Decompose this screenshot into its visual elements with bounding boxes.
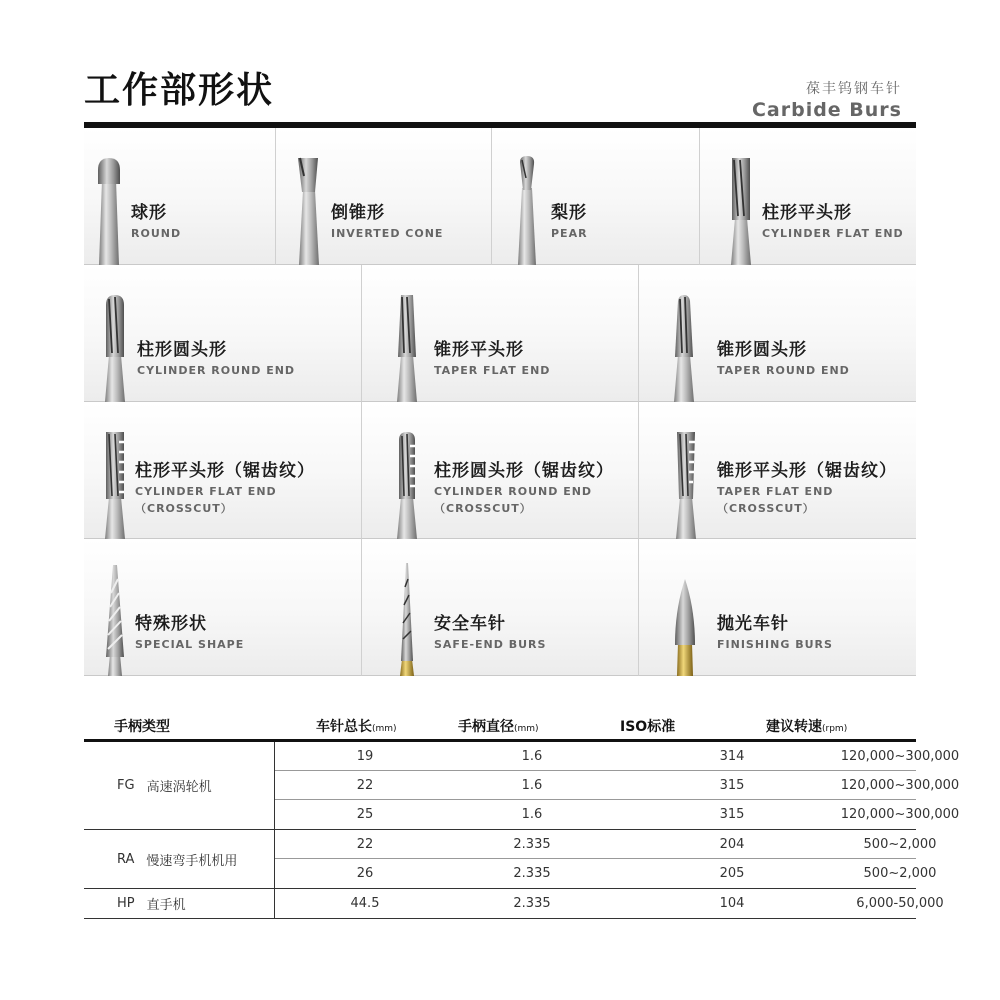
header-text: 车针总长 <box>316 719 372 735</box>
cylinder-round-end-bur-icon <box>100 265 130 402</box>
shape-name-en: FINISHING BURS <box>717 638 833 651</box>
handle-name: 直手机 <box>146 898 186 913</box>
shape-cell-cylinder-flat-end <box>699 128 916 265</box>
header-shank-diameter <box>458 716 539 736</box>
shape-name-cn: 安全车针 <box>434 614 506 634</box>
shape-name-en: ROUND <box>131 227 182 240</box>
shape-cell-taper-round-end <box>638 265 916 402</box>
shape-name-en: TAPER FLAT END <box>434 364 551 377</box>
group-fg <box>84 742 960 830</box>
table-row <box>275 830 937 859</box>
header-text: 建议转速 <box>766 719 822 735</box>
shape-cell-inverted-cone <box>275 128 491 265</box>
shape-label <box>131 198 181 243</box>
table-row <box>275 859 937 888</box>
shape-name-en: PEAR <box>551 227 588 240</box>
header-iso: ISO标准 <box>620 719 676 735</box>
safe-end-bur-icon <box>392 539 422 676</box>
shape-cell-pear <box>491 128 699 265</box>
shape-name-cn: 锥形平头形 <box>434 340 524 360</box>
round-bur-icon <box>94 128 124 265</box>
shape-name-cn: 梨形 <box>551 203 587 223</box>
cell-speed: 500~2,000 <box>863 837 937 852</box>
header-speed <box>766 716 847 736</box>
cell-iso: 315 <box>719 778 745 793</box>
cell-diameter: 1.6 <box>521 807 543 822</box>
shape-name-en: SPECIAL SHAPE <box>135 638 245 651</box>
shape-name-en-suffix: （CROSSCUT） <box>434 501 532 515</box>
shape-name-cn: 特殊形状 <box>135 614 207 634</box>
brand-block <box>752 78 902 121</box>
cell-diameter: 1.6 <box>521 749 543 764</box>
shape-name-cn: 锥形圆头形 <box>717 340 807 360</box>
shape-name-cn: 倒锥形 <box>331 203 385 223</box>
group-ra <box>84 830 937 889</box>
handle-code: FG <box>117 778 135 793</box>
shape-row-2 <box>84 265 916 402</box>
cell-length: 44.5 <box>350 896 380 911</box>
shape-label <box>434 609 546 654</box>
shape-cell-taper-flat-end-crosscut <box>638 402 916 539</box>
taper-round-end-bur-icon <box>669 265 699 402</box>
cell-speed: 6,000-50,000 <box>856 896 944 911</box>
shape-label <box>762 198 904 243</box>
spec-table <box>84 712 960 919</box>
pear-bur-icon <box>512 128 542 265</box>
handle-cell <box>84 742 275 829</box>
shape-name-en-suffix: （CROSSCUT） <box>135 501 233 515</box>
cylinder-flat-end-bur-icon <box>726 128 756 265</box>
cell-speed: 120,000~300,000 <box>840 749 960 764</box>
header-unit: (mm) <box>514 724 539 734</box>
handle-name: 高速涡轮机 <box>146 780 212 795</box>
handle-code: RA <box>117 851 135 867</box>
shape-name-en: TAPER ROUND END <box>717 364 850 377</box>
table-row <box>275 771 960 800</box>
shape-cell-round <box>84 128 275 265</box>
cell-iso: 315 <box>719 807 745 822</box>
shape-label <box>717 335 850 380</box>
brand-english: Carbide Burs <box>751 99 902 121</box>
cell-diameter: 1.6 <box>521 778 543 793</box>
shape-label <box>551 198 588 243</box>
shape-cell-finishing <box>638 539 916 676</box>
page-title: 工作部形状 <box>84 70 275 111</box>
cell-iso: 204 <box>719 837 745 852</box>
shape-name-cn: 抛光车针 <box>717 614 789 634</box>
cell-length: 26 <box>356 866 374 881</box>
shape-row-1 <box>84 128 916 265</box>
brand-chinese: 葆丰钨钢车针 <box>806 81 902 97</box>
shape-cell-special-shape <box>84 539 361 676</box>
shape-label <box>135 609 244 654</box>
header-unit: (mm) <box>372 724 397 734</box>
shape-cell-cylinder-flat-end-crosscut <box>84 402 361 539</box>
table-header <box>84 712 916 742</box>
handle-name: 慢速弯手机机用 <box>146 853 238 869</box>
shape-label <box>434 335 550 380</box>
shape-label <box>717 456 897 517</box>
header-total-length <box>316 716 397 736</box>
shape-cell-cylinder-round-end-crosscut <box>361 402 638 539</box>
shape-name-en: INVERTED CONE <box>331 227 444 240</box>
shape-name-en: CYLINDER FLAT END <box>135 485 277 498</box>
cell-diameter: 2.335 <box>513 896 551 911</box>
shape-name-cn: 柱形圆头形（锯齿纹） <box>434 461 614 481</box>
shape-name-en: CYLINDER ROUND END <box>434 485 593 498</box>
shape-label <box>434 456 614 517</box>
taper-flat-end-bur-icon <box>392 265 422 402</box>
special-shape-bur-icon <box>100 539 130 676</box>
header-handle-type: 手柄类型 <box>114 719 170 735</box>
cell-iso: 205 <box>719 866 745 881</box>
cell-speed: 500~2,000 <box>863 866 937 881</box>
table-row <box>275 800 960 829</box>
shape-name-cn: 球形 <box>131 203 167 223</box>
cell-length: 25 <box>356 807 374 822</box>
shape-label <box>331 198 443 243</box>
cell-speed: 120,000~300,000 <box>840 807 960 822</box>
handle-cell <box>84 889 275 918</box>
table-row <box>275 889 944 918</box>
cell-iso: 104 <box>719 896 745 911</box>
header-unit: (rpm) <box>822 724 848 734</box>
shape-name-en: CYLINDER FLAT END <box>762 227 904 240</box>
cell-length: 22 <box>356 837 374 852</box>
table-row <box>275 742 960 771</box>
shape-name-cn: 柱形平头形（锯齿纹） <box>135 461 315 481</box>
taper-flat-end-crosscut-bur-icon <box>671 402 701 539</box>
shape-label <box>135 456 315 517</box>
group-hp <box>84 889 944 919</box>
cell-diameter: 2.335 <box>513 866 551 881</box>
inverted-cone-bur-icon <box>294 128 324 265</box>
handle-code: HP <box>117 896 135 911</box>
handle-cell <box>84 830 275 888</box>
shape-row-4 <box>84 539 916 676</box>
shape-name-en: CYLINDER ROUND END <box>137 364 296 377</box>
cell-length: 22 <box>356 778 374 793</box>
cell-speed: 120,000~300,000 <box>840 778 960 793</box>
finishing-bur-icon <box>667 539 703 676</box>
shape-cell-taper-flat-end <box>361 265 638 402</box>
shape-label <box>137 335 295 380</box>
header-text: 手柄直径 <box>458 719 514 735</box>
cell-length: 19 <box>356 749 374 764</box>
shape-cell-safe-end <box>361 539 638 676</box>
shape-cell-cylinder-round-end <box>84 265 361 402</box>
shape-name-en-suffix: （CROSSCUT） <box>717 501 815 515</box>
shape-name-en: SAFE-END BURS <box>434 638 547 651</box>
cell-diameter: 2.335 <box>513 837 551 852</box>
shape-name-en: TAPER FLAT END <box>717 485 834 498</box>
shape-name-cn: 锥形平头形（锯齿纹） <box>717 461 897 481</box>
shape-label <box>717 609 833 654</box>
cell-iso: 314 <box>719 749 745 764</box>
cylinder-round-end-crosscut-bur-icon <box>392 402 422 539</box>
cylinder-flat-end-crosscut-bur-icon <box>100 402 130 539</box>
shape-name-cn: 柱形平头形 <box>762 203 852 223</box>
shape-row-3 <box>84 402 916 539</box>
shape-name-cn: 柱形圆头形 <box>137 340 227 360</box>
